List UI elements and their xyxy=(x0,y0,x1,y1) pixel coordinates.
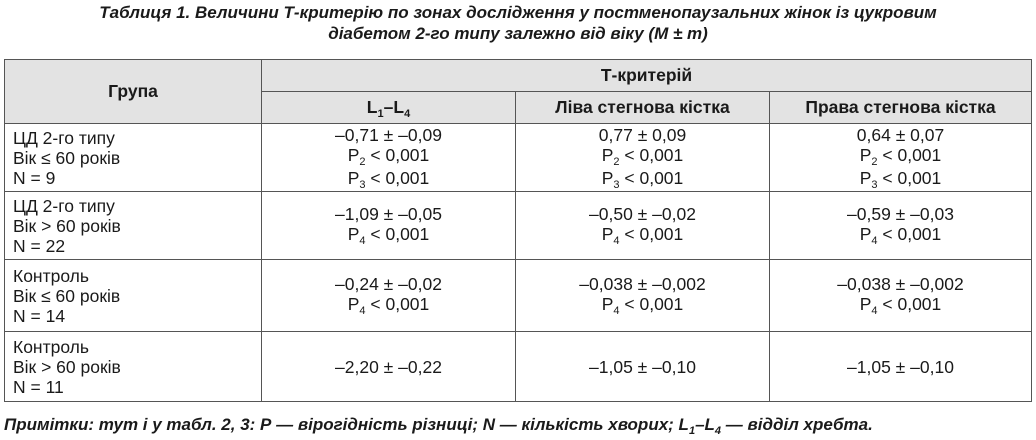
group-line: Вік > 60 років xyxy=(13,215,121,236)
table-row xyxy=(5,192,1032,260)
value-cell xyxy=(516,192,770,260)
group-line: ЦД 2-го типу xyxy=(13,127,115,148)
group-cell xyxy=(5,332,262,402)
header-tcriterion: Т-критерій xyxy=(262,60,1032,92)
table-note: Примітки: тут і у табл. 2, 3: Р — вірогідність різниці; N — кількість хворих; $L_1-L_4$ — відділ хребта. xyxy=(4,415,873,437)
p-value: $Р_3 < 0,001$ xyxy=(859,167,942,191)
p-value: $Р_2 < 0,001$ xyxy=(859,144,942,168)
group-cell xyxy=(5,260,262,332)
p-value: $Р_4 < 0,001$ xyxy=(601,294,684,317)
header-left-femur: Ліва стегнова кістка xyxy=(516,92,770,124)
mean-sd-value: –2,20 ± –0,22 xyxy=(335,356,442,377)
p-value: $Р_4 < 0,001$ xyxy=(347,294,430,317)
value-cell xyxy=(770,124,1032,192)
tcriterion-table xyxy=(4,59,1032,402)
value-cell xyxy=(262,192,516,260)
group-line: Вік ≤ 60 років xyxy=(13,147,121,168)
p-value: $Р_3 < 0,001$ xyxy=(601,167,684,191)
group-line: N = 11 xyxy=(13,376,64,397)
p-value: $Р_4 < 0,001$ xyxy=(601,224,684,247)
mean-sd-value: –1,05 ± –0,10 xyxy=(847,356,954,377)
p-value: $Р_4 < 0,001$ xyxy=(859,224,942,247)
table-caption xyxy=(0,0,1036,44)
p-value: $Р_2 < 0,001$ xyxy=(347,144,430,168)
group-line: ЦД 2-го типу xyxy=(13,195,115,216)
table-row xyxy=(5,332,1032,402)
header-group: Група xyxy=(5,60,262,124)
group-line: N = 9 xyxy=(13,167,56,188)
value-cell xyxy=(262,124,516,192)
mean-sd-value: 0,77 ± 0,09 xyxy=(598,124,687,145)
mean-sd-value: –1,09 ± –0,05 xyxy=(335,204,442,224)
value-cell xyxy=(516,124,770,192)
mean-sd-value: –0,24 ± –0,02 xyxy=(335,274,442,294)
group-line: N = 14 xyxy=(13,305,66,326)
group-line: Вік > 60 років xyxy=(13,356,121,377)
group-line: Контроль xyxy=(13,336,90,357)
mean-sd-value: –0,50 ± –0,02 xyxy=(589,204,696,224)
mean-sd-value: –0,59 ± –0,03 xyxy=(847,204,954,224)
value-cell xyxy=(770,192,1032,260)
p-value: $Р_4 < 0,001$ xyxy=(859,294,942,317)
table-body xyxy=(5,124,1032,402)
caption-line-2: діабетом 2-го типу залежно від віку (М ± m) xyxy=(328,24,708,43)
value-cell xyxy=(516,332,770,402)
value-cell xyxy=(516,260,770,332)
p-value: $Р_4 < 0,001$ xyxy=(347,224,430,247)
mean-sd-value: –0,71 ± –0,09 xyxy=(335,124,442,145)
mean-sd-value: –0,038 ± –0,002 xyxy=(837,274,964,294)
p-value: $Р_2 < 0,001$ xyxy=(601,144,684,168)
value-cell xyxy=(262,260,516,332)
table-row xyxy=(5,124,1032,192)
mean-sd-value: –1,05 ± –0,10 xyxy=(589,356,696,377)
value-cell xyxy=(770,260,1032,332)
value-cell xyxy=(262,332,516,402)
header-right-femur: Права стегнова кістка xyxy=(770,92,1032,124)
group-line: Контроль xyxy=(13,265,90,286)
value-cell xyxy=(770,332,1032,402)
p-value: $Р_3 < 0,001$ xyxy=(347,167,430,191)
header-l1-l4: $L_1-L_4$ xyxy=(262,92,516,124)
table-row xyxy=(5,260,1032,332)
mean-sd-value: 0,64 ± 0,07 xyxy=(856,124,945,145)
caption-line-1: Таблиця 1. Величини Т-критерію по зонах дослідження у постменопаузальних жінок із цукровим xyxy=(99,3,937,22)
group-line: N = 22 xyxy=(13,235,66,256)
group-cell xyxy=(5,124,262,192)
group-cell xyxy=(5,192,262,260)
mean-sd-value: –0,038 ± –0,002 xyxy=(579,274,706,294)
group-line: Вік ≤ 60 років xyxy=(13,285,121,306)
